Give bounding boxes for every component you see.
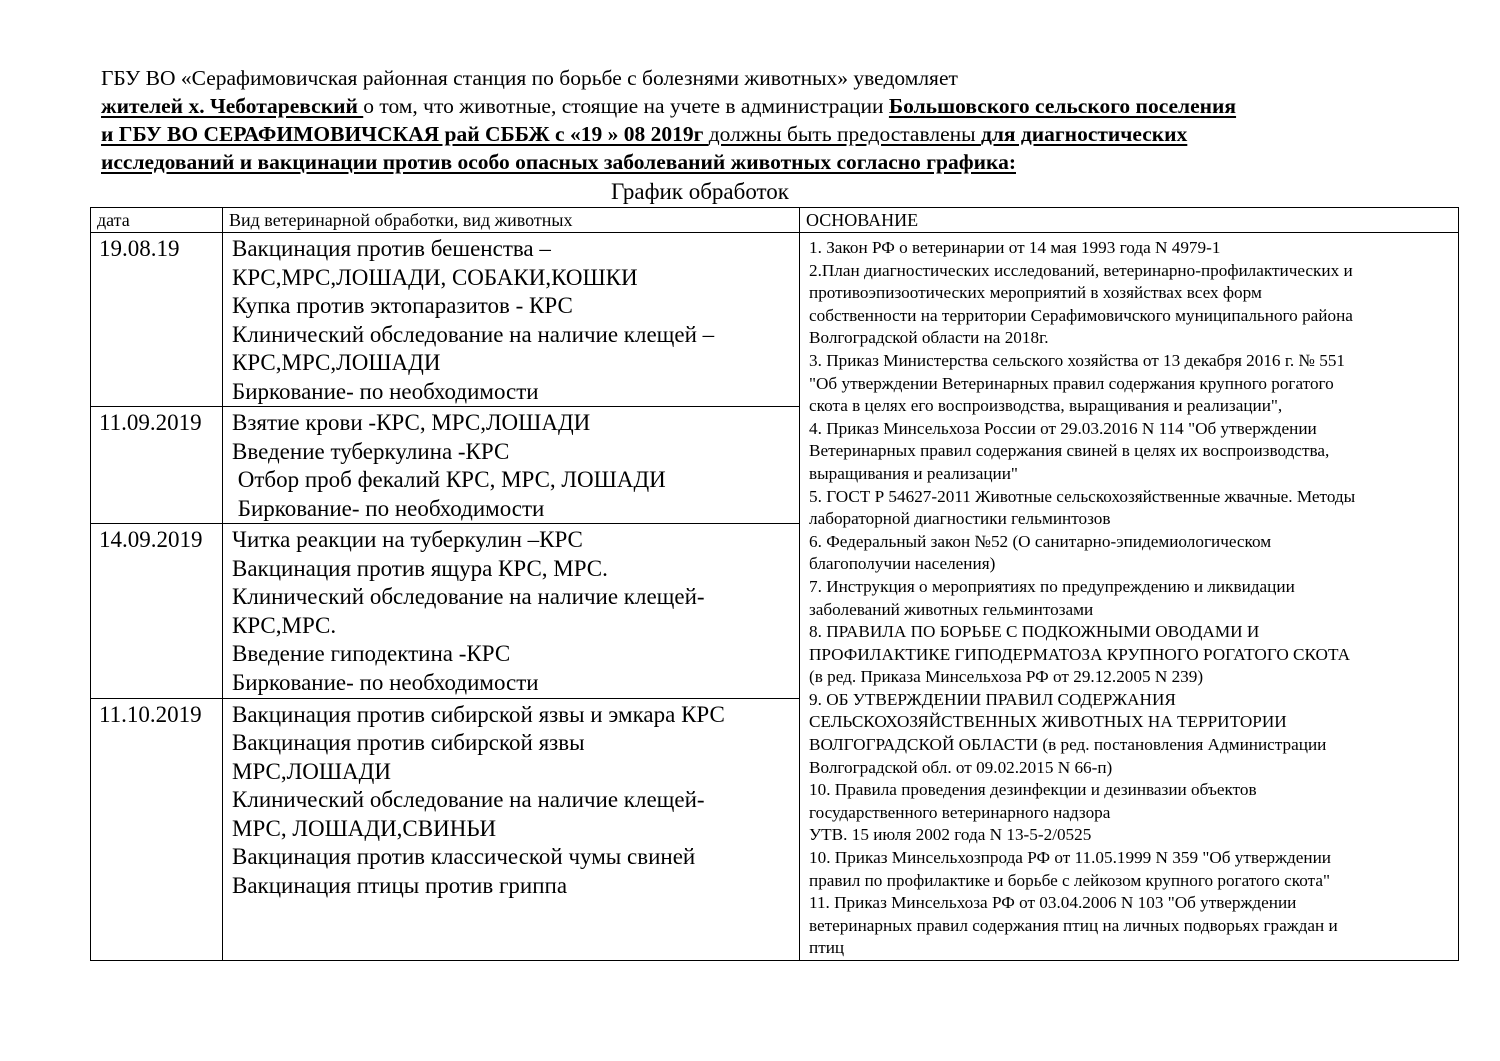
basis-line: лабораторной диагностики гельминтозов <box>809 509 1111 529</box>
basis-line: Волгоградской области на 2018г. <box>809 328 1049 348</box>
intro-line-2 <box>101 92 1471 120</box>
basis-line: СЕЛЬСКОХОЗЯЙСТВЕННЫХ ЖИВОТНЫХ НА ТЕРРИТОРИИ <box>809 712 1287 732</box>
basis-line: 9. ОБ УТВЕРЖДЕНИИ ПРАВИЛ СОДЕРЖАНИЯ <box>809 689 1176 709</box>
row-date: 11.10.2019 <box>91 698 223 960</box>
activity-line: Взятие крови -КРС, МРС,ЛОШАДИ <box>232 410 591 436</box>
basis-line: 10. Приказ Минсельхозпрода РФ от 11.05.1999 N 359 "Об утверждении <box>809 848 1331 868</box>
activity-line: КРС,МРС,ЛОШАДИ <box>232 350 441 375</box>
basis-line: правил по профилактике и борьбе с лейкозом крупного рогатого скота" <box>809 870 1331 890</box>
intro-line-4: исследований и вакцинации против особо опасных заболеваний животных согласно графика: <box>101 150 1016 174</box>
activity-line: Читка реакции на туберкулин –КРС <box>232 527 583 553</box>
activity-line: КРС,МРС,ЛОШАДИ, СОБАКИ,КОШКИ <box>232 264 638 290</box>
row-date: 11.09.2019 <box>91 407 223 524</box>
basis-line: 2.План диагностических исследований, ветеринарно-профилактических и <box>809 260 1353 280</box>
basis-line: ветеринарных правил содержания птиц на личных подворьях граждан и <box>809 915 1338 935</box>
activity-line: Клинический обследование на наличие клещей – <box>232 321 715 347</box>
activity-line: МРС, ЛОШАДИ,СВИНЬИ <box>232 815 497 841</box>
basis-line: ВОЛГОГРАДСКОЙ ОБЛАСТИ (в ред. постановления Администрации <box>809 735 1327 755</box>
activity-line: Клинический обследование на наличие клещей- <box>232 787 705 813</box>
row-activities <box>223 233 800 407</box>
basis-line: противоэпизоотических мероприятий в хозяйствах всех форм <box>809 283 1262 303</box>
row-activities <box>223 524 800 698</box>
basis-line: УТВ. 15 июля 2002 года N 13-5-2/0525 <box>809 825 1092 845</box>
activity-line: Вакцинация против сибирской язвы <box>232 730 585 756</box>
basis-line: благополучии населения) <box>809 554 996 574</box>
header-basis: ОСНОВАНИЕ <box>800 208 1459 233</box>
table-row <box>91 233 1459 407</box>
schedule-caption: График обработок <box>611 179 789 204</box>
row-date: 19.08.19 <box>91 233 223 407</box>
intro-residents: жителей х. Чеботаревский <box>101 94 364 118</box>
intro-settlement: Большовского сельского поселения <box>888 94 1237 118</box>
table-header-row <box>91 208 1459 233</box>
intro-line-1: ГБУ ВО «Серафимовичская районная станция по борьбе с болезнями животных» уведомляет <box>101 66 958 90</box>
basis-cell <box>800 233 1459 961</box>
activity-line: Биркование- по необходимости <box>232 378 539 404</box>
basis-line: 1. Закон РФ о ветеринарии от 14 мая 1993 года N 4979-1 <box>809 238 1221 257</box>
intro-station-date: и ГБУ ВО СЕРАФИМОВИЧСКАЯ рай СББЖ с «19 » 08 2019г <box>101 122 709 146</box>
activity-line: Введение гиподектина -КРС <box>232 641 511 667</box>
basis-line: собственности на территории Серафимовичского муниципального района <box>809 305 1353 325</box>
basis-line: 4. Приказ Минсельхоза России от 29.03.2016 N 114 "Об утверждении <box>809 418 1317 438</box>
basis-line: 8. ПРАВИЛА ПО БОРЬБЕ С ПОДКОЖНЫМИ ОВОДАМИ И <box>809 622 1260 642</box>
activity-line: Клинический обследование на наличие клещей- <box>232 584 705 610</box>
basis-line: ПРОФИЛАКТИКЕ ГИПОДЕРМАТОЗА КРУПНОГО РОГАТОГО СКОТА <box>809 644 1351 664</box>
intro-diagnostics: для диагностических <box>980 122 1188 146</box>
basis-line: "Об утверждении Ветеринарных правил содержания крупного рогатого <box>809 373 1334 393</box>
basis-line: государственного ветеринарного надзора <box>809 802 1111 822</box>
basis-line: 10. Правила проведения дезинфекции и дезинвазии объектов <box>809 780 1257 800</box>
activity-line: Вакцинация против бешенства – <box>232 236 551 261</box>
basis-line: заболеваний животных гельминтозами <box>809 599 1094 619</box>
intro-text-a: о том, что животные, стоящие на учете в администрации <box>363 94 889 118</box>
header-date: дата <box>91 208 223 233</box>
intro-text-b: должны быть предоставлены <box>708 122 981 146</box>
activity-line: МРС,ЛОШАДИ <box>232 758 391 784</box>
header-activity: Вид ветеринарной обработки, вид животных <box>223 208 800 233</box>
row-date: 14.09.2019 <box>91 524 223 698</box>
basis-line: Ветеринарных правил содержания свиней в целях их воспроизводства, <box>809 441 1330 461</box>
activity-line: Введение туберкулина -КРС <box>232 438 510 464</box>
basis-line: (в ред. Приказа Минсельхоза РФ от 29.12.2005 N 239) <box>809 667 1204 687</box>
schedule-table <box>90 207 1459 961</box>
row-activities <box>223 698 800 960</box>
activity-line: Купка против эктопаразитов - КРС <box>232 293 573 318</box>
basis-line: 11. Приказ Минсельхоза РФ от 03.04.2006 N 103 "Об утверждении <box>809 893 1297 913</box>
basis-line: скота в целях его воспроизводства, выращивания и реализации", <box>809 396 1283 416</box>
activity-line: Вакцинация против ящура КРС, МРС. <box>232 555 608 581</box>
activity-line: Вакцинация против сибирской язвы и эмкара КРС <box>232 701 725 727</box>
notice-intro <box>101 64 1471 176</box>
basis-line: Волгоградской обл. от 09.02.2015 N 66-п) <box>809 757 1113 777</box>
basis-line: 7. Инструкция о мероприятиях по предупреждению и ликвидации <box>809 576 1295 596</box>
basis-line: выращивания и реализации" <box>809 463 1018 483</box>
activity-line: Биркование- по необходимости <box>232 669 539 695</box>
basis-line: птиц <box>809 938 845 958</box>
intro-line-3 <box>101 120 1471 148</box>
row-activities <box>223 407 800 524</box>
activity-line: Отбор проб фекалий КРС, МРС, ЛОШАДИ <box>232 467 666 493</box>
basis-line: 3. Приказ Министерства сельского хозяйства от 13 декабря 2016 г. № 551 <box>809 350 1346 370</box>
activity-line: Вакцинация птицы против гриппа <box>232 872 568 898</box>
activity-line: Вакцинация против классической чумы свиней <box>232 844 696 870</box>
basis-line: 5. ГОСТ Р 54627-2011 Животные сельскохозяйственные жвачные. Методы <box>809 486 1356 506</box>
activity-line: Биркование- по необходимости <box>232 495 545 521</box>
basis-line: 6. Федеральный закон №52 (О санитарно-эпидемиологическом <box>809 531 1272 551</box>
activity-line: КРС,МРС. <box>232 612 337 638</box>
